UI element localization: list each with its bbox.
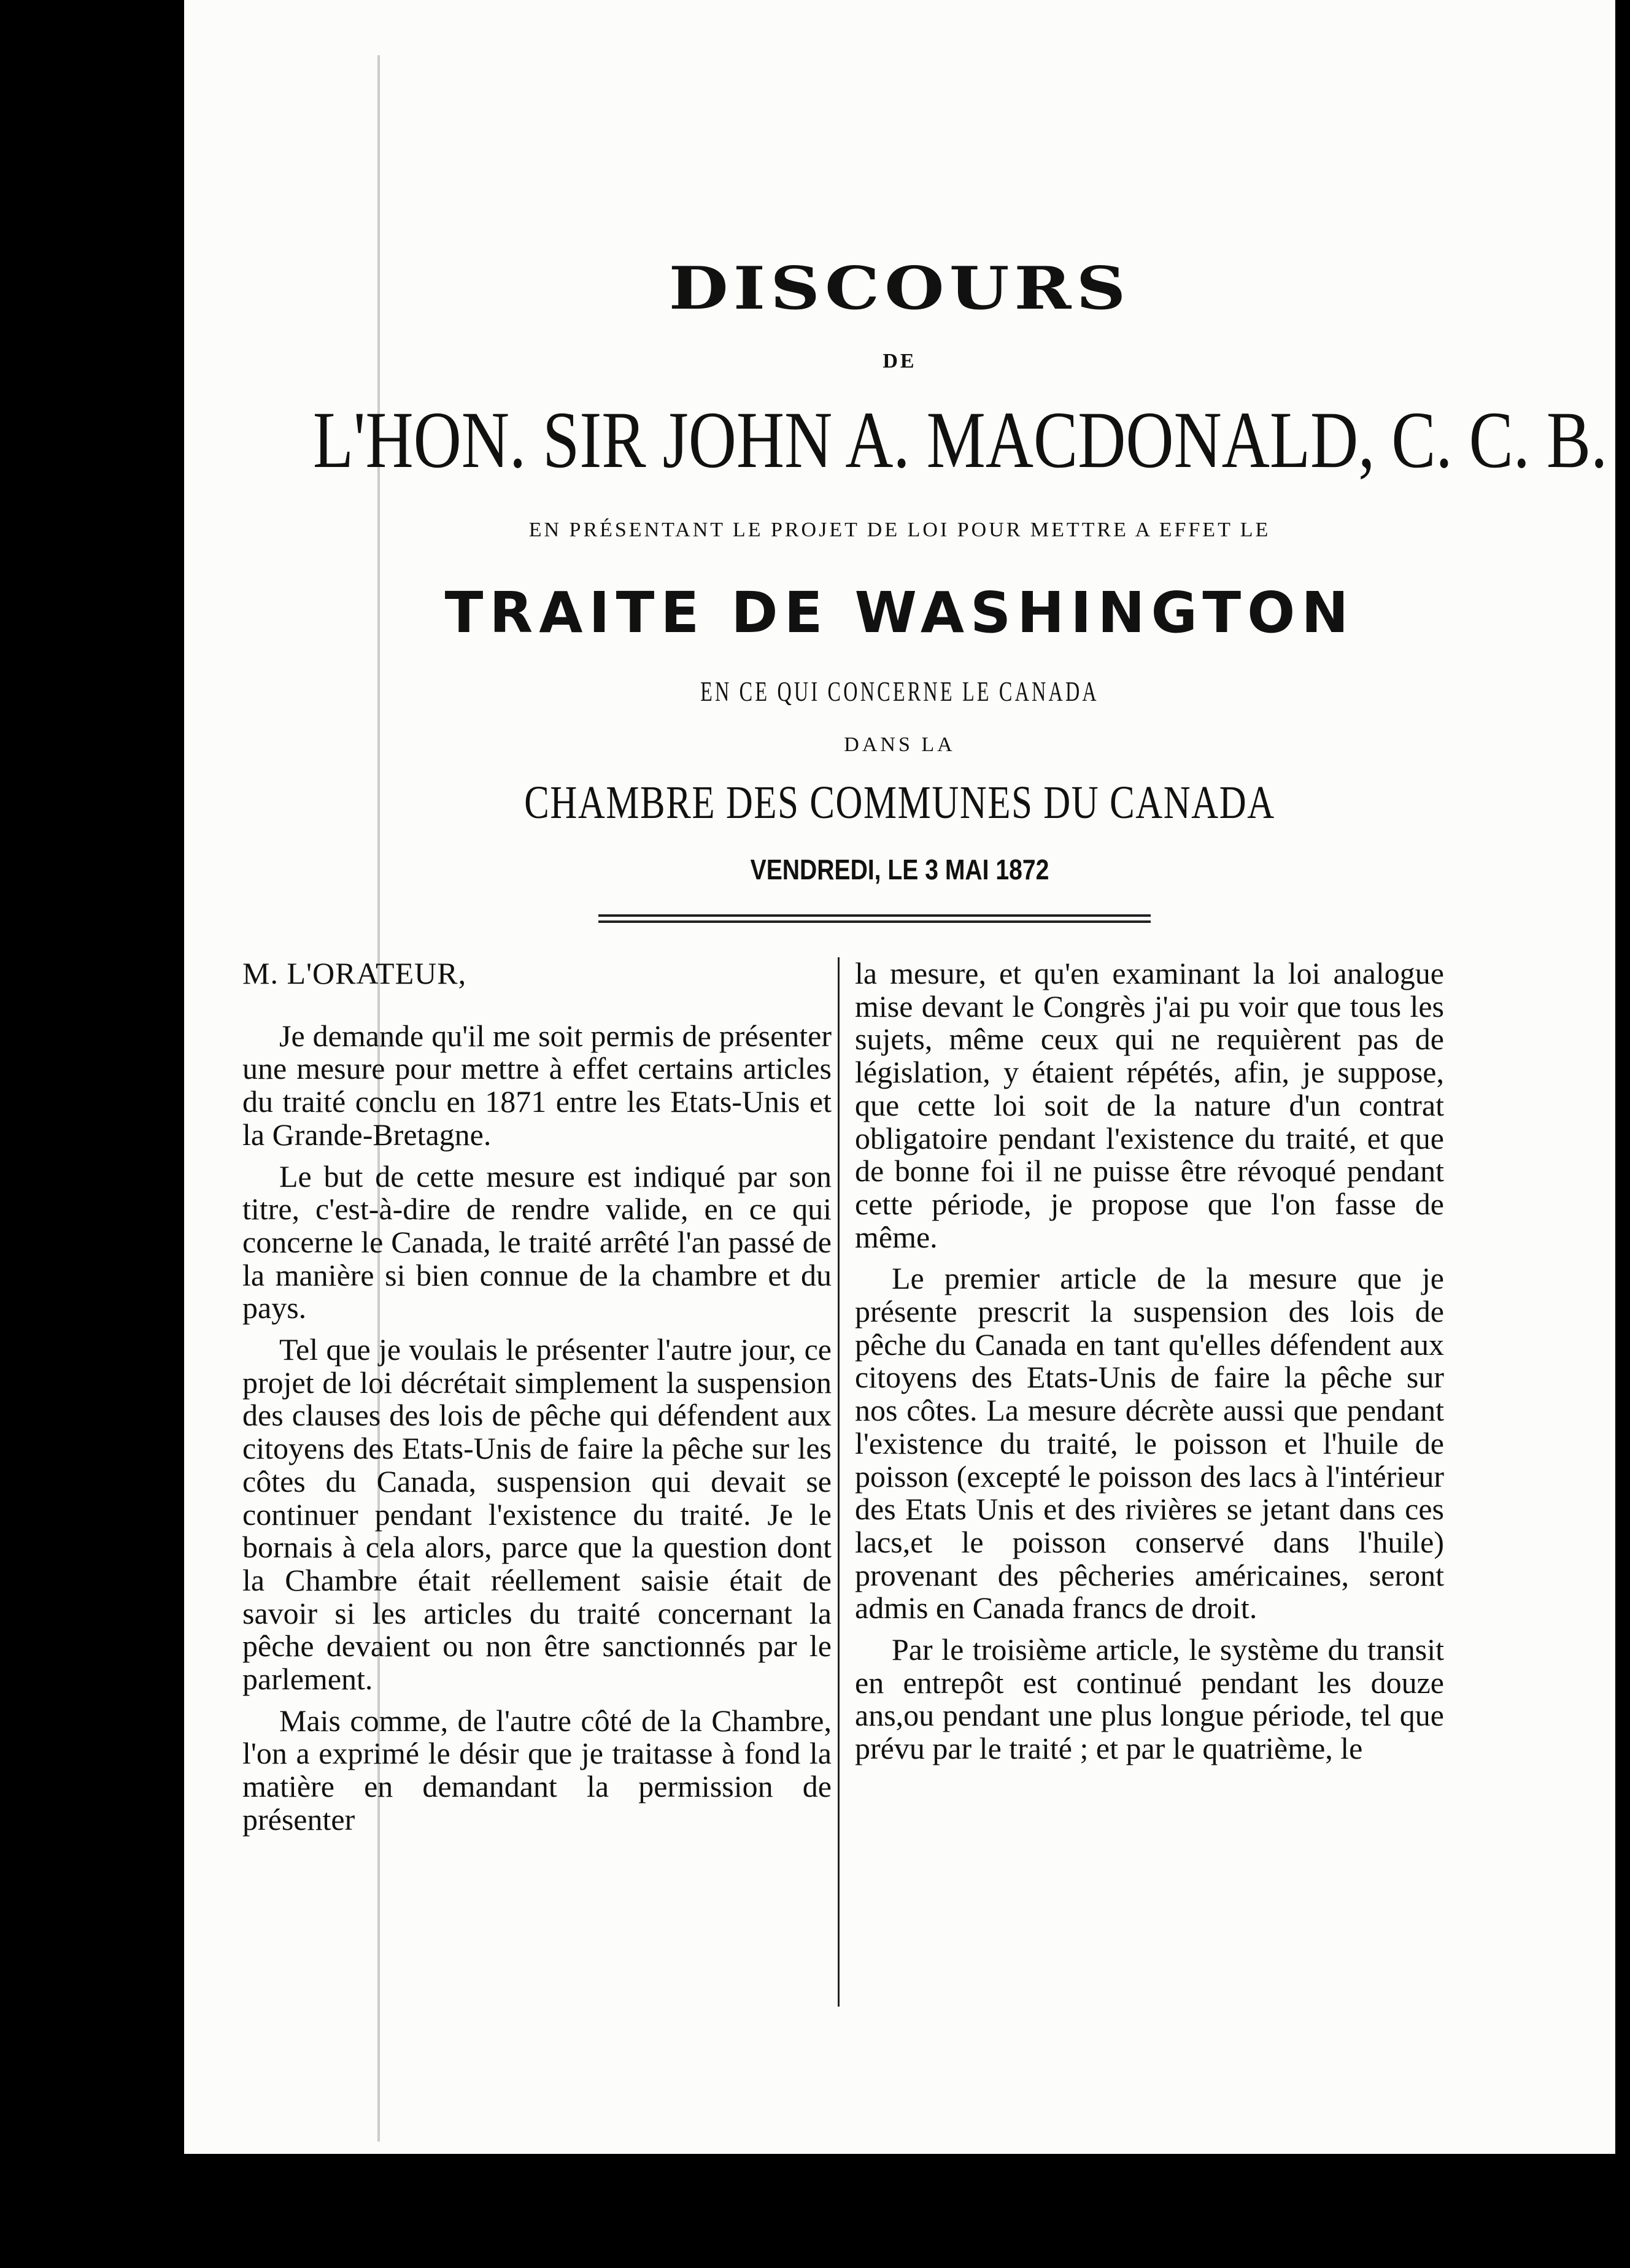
paragraph: Le premier article de la mesure que je présente prescrit la suspension des lois de pêche du Canada en tant qu'elles défendent aux citoyens des Etats-Unis de faire la pêche sur nos côtes. La mesure décrète aussi que pendant l'existence du traité, le poisson et l'huile de poisson (excepté le poisson des lacs à l'intérieur des Etats Unis et des rivières se jetant dans ces lacs,et le poisson conservé dans l'huile) provenant des pêcheries américaines, seront admis en Canada francs de droit.	[855, 1261, 1444, 1626]
paragraph: Mais comme, de l'autre côté de la Chambre, l'on a exprimé le désir que je traitasse à fond la matière en demandant la permission de présenter	[242, 1703, 832, 1837]
paragraph-continuation: la mesure, et qu'en examinant la loi analogue mise devant le Congrès j'ai pu voir que tous les sujets, même ceux qui ne requièrent pas de législation, y étaient répétés, afin, je suppose, que cette loi soit de la nature d'un contrat obligatoire pendant l'existence du traité, et que de bonne foi il ne puisse être révoqué pendant cette période, je propose que l'on fasse de même.	[855, 956, 1444, 1254]
paragraph: Par le troisième article, le système du transit en entrepôt est continué pendant les douze ans,ou pendant une plus longue période, tel que prévu par le traité ; et par le quatrième, le	[855, 1632, 1444, 1766]
salutation: M. L'ORATEUR,	[242, 956, 467, 990]
double-rule-top	[598, 914, 1151, 917]
scan-border-bottom	[0, 2154, 1630, 2268]
column-divider	[838, 957, 840, 2007]
text-column-left	[242, 957, 832, 1837]
paragraph: Le but de cette mesure est indiqué par son titre, c'est-à-dire de rendre valide, en ce qui concerne le Canada, le traité arrêté l'an passé de la manière si bien connue de la chambre et du pays.	[242, 1159, 832, 1325]
chamber-line: CHAMBRE DES COMMUNES DU CANADA	[524, 777, 1275, 828]
paragraph: Tel que je voulais le présenter l'autre jour, ce projet de loi décrétait simplement la suspension des clauses des lois de pêche qui défendent aux citoyens des Etats-Unis de faire la pêche sur les côtes du Canada, suspension qui devait se continuer pendant l'existence du traité. Je le bornais à cela alors, parce que la question dont la Chambre était réellement saisie était de savoir si les articles du traité concernant la pêche devaient ou non être sanctionnés par le parlement.	[242, 1332, 832, 1697]
speaker-name: L'HON. SIR JOHN A. MACDONALD, C. C. B.	[312, 395, 1608, 485]
title-de: DE	[883, 350, 917, 372]
concerne-line: EN CE QUI CONCERNE LE CANADA	[700, 676, 1099, 707]
document-title: DISCOURS	[668, 254, 1131, 323]
subtitle-line: EN PRÉSENTANT LE PROJET DE LOI POUR METTRE A EFFET LE	[528, 519, 1271, 541]
date-line: VENDREDI, LE 3 MAI 1872	[750, 854, 1049, 885]
dans-la-line: DANS LA	[844, 733, 956, 756]
double-rule-bottom	[598, 920, 1151, 923]
scan-border-left	[0, 0, 184, 2268]
text-column-right	[855, 957, 1444, 1765]
treaty-title: TRAITE DE WASHINGTON	[444, 580, 1355, 646]
scan-border-right	[1615, 0, 1630, 2268]
paragraph: Je demande qu'il me soit permis de présenter une mesure pour mettre à effet certains articles du traité conclu en 1871 entre les Etats-Unis et la Grande-Bretagne.	[242, 1018, 832, 1152]
